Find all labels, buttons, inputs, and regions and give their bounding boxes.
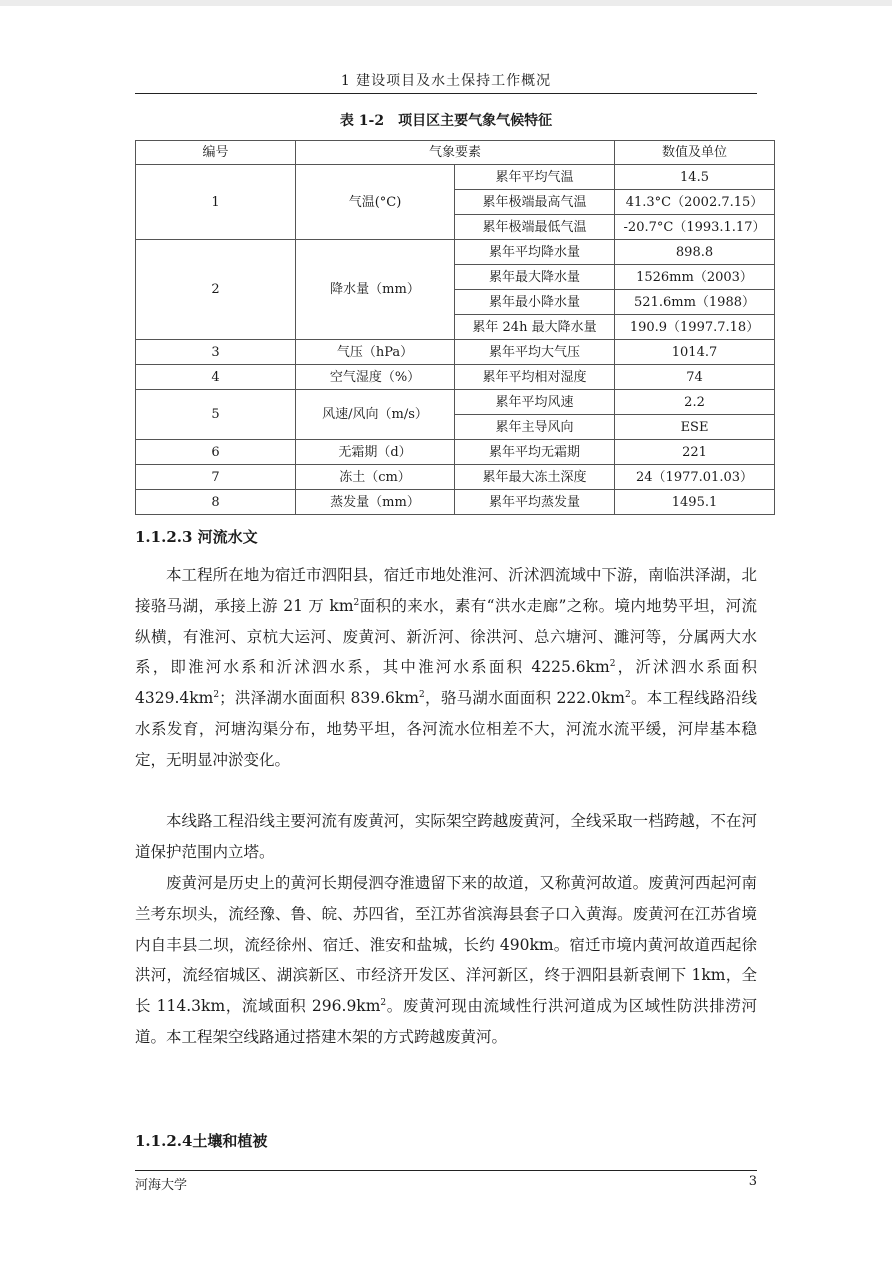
- page-number: 3: [748, 1174, 757, 1189]
- value-cell: 24（1977.01.03）: [615, 465, 775, 490]
- paragraph-old-yellow-river: [135, 868, 757, 1053]
- item-cell: 累年平均相对湿度: [455, 365, 615, 390]
- element-cell: 空气湿度（%）: [296, 365, 455, 390]
- row-number: 6: [136, 440, 296, 465]
- text-run: ；洪泽湖水面面积 839.6km: [219, 689, 420, 708]
- footer-institution: 河海大学: [135, 1178, 188, 1193]
- item-cell: 累年最大冻土深度: [455, 465, 615, 490]
- element-cell: 气压（hPa）: [296, 340, 455, 365]
- superscript: 2: [213, 690, 220, 701]
- item-cell: 累年最小降水量: [455, 290, 615, 315]
- text-run: ，骆马湖水面面积 222.0km: [424, 689, 625, 708]
- value-cell: ESE: [615, 415, 775, 440]
- table-row: [136, 165, 775, 190]
- value-cell: 1014.7: [615, 340, 775, 365]
- climate-table: [135, 140, 775, 515]
- paragraph-hydrology-overview: [135, 560, 757, 776]
- table-row: [136, 340, 775, 365]
- value-cell: 221: [615, 440, 775, 465]
- page-top-band: [0, 0, 892, 6]
- table-row: [136, 365, 775, 390]
- table-row: [136, 465, 775, 490]
- item-cell: 累年最大降水量: [455, 265, 615, 290]
- item-cell: 累年平均无霜期: [455, 440, 615, 465]
- column-header: 气象要素: [296, 141, 615, 165]
- item-cell: 累年极端最低气温: [455, 215, 615, 240]
- value-cell: 898.8: [615, 240, 775, 265]
- section-heading-hydrology: 1.1.2.3 河流水文: [135, 528, 258, 546]
- running-header: 1 建设项目及水土保持工作概况: [340, 73, 552, 89]
- column-header: 数值及单位: [615, 141, 775, 165]
- value-cell: 2.2: [615, 390, 775, 415]
- table-row: [136, 440, 775, 465]
- value-cell: 1526mm（2003）: [615, 265, 775, 290]
- row-number: 7: [136, 465, 296, 490]
- value-cell: 1495.1: [615, 490, 775, 515]
- header-rule: [135, 93, 757, 94]
- superscript: 2: [624, 690, 631, 701]
- table-row: [136, 490, 775, 515]
- text-run: ，沂沭泗水系面积 4329.4km: [135, 658, 757, 708]
- row-number: 3: [136, 340, 296, 365]
- item-cell: 累年平均大气压: [455, 340, 615, 365]
- superscript: 2: [353, 597, 360, 608]
- value-cell: 190.9（1997.7.18）: [615, 315, 775, 340]
- item-cell: 累年平均蒸发量: [455, 490, 615, 515]
- item-cell: 累年平均降水量: [455, 240, 615, 265]
- row-number: 2: [136, 240, 296, 340]
- column-header: 编号: [136, 141, 296, 165]
- row-number: 5: [136, 390, 296, 440]
- table-caption: 表 1-2 项目区主要气象气候特征: [339, 113, 553, 129]
- row-number: 8: [136, 490, 296, 515]
- item-cell: 累年平均风速: [455, 390, 615, 415]
- text-run: 。本工程线路沿线水系发育，河塘沟渠分布，地势平坦，各河流水位相差不大，河流水流平缓，河岸基本稳定，无明显冲淤变化。: [135, 689, 757, 769]
- row-number: 1: [136, 165, 296, 240]
- element-cell: 无霜期（d）: [296, 440, 455, 465]
- table-header-row: [136, 141, 775, 165]
- text-run: 本工程所在地为宿迁市泗阳县，宿迁市地处淮河、沂沭泗流域中下游，南临洪泽湖，北接骆马湖，承接上游 21 万 km: [135, 566, 757, 615]
- paragraph-river-crossing: 本线路工程沿线主要河流有废黄河，实际架空跨越废黄河，全线采取一档跨越，不在河道保护范围内立塔。: [135, 812, 757, 861]
- footer-rule: [135, 1170, 757, 1171]
- superscript: 2: [609, 659, 616, 670]
- value-cell: 41.3°C（2002.7.15）: [615, 190, 775, 215]
- item-cell: 累年 24h 最大降水量: [455, 315, 615, 340]
- text-run: 面积的来水，素有“洪水走廊”之称。境内地势平坦，河流纵横，有淮河、京杭大运河、废黄河、新沂河、徐洪河、总六塘河、濉河等，分属两大水系，即淮河水系和沂沭泗水系，其中淮河水系面积 4225.6km: [135, 596, 757, 677]
- value-cell: 521.6mm（1988）: [615, 290, 775, 315]
- table-row: [136, 390, 775, 415]
- value-cell: 14.5: [615, 165, 775, 190]
- item-cell: 累年极端最高气温: [455, 190, 615, 215]
- element-cell: 蒸发量（mm）: [296, 490, 455, 515]
- value-cell: -20.7°C（1993.1.17）: [615, 215, 775, 240]
- section-heading-soil: 1.1.2.4土壤和植被: [135, 1132, 268, 1150]
- element-cell: 冻土（cm）: [296, 465, 455, 490]
- element-cell: 气温(°C): [296, 165, 455, 240]
- text-run: 。废黄河现由流域性行洪河道成为区域性防洪排涝河道。本工程架空线路通过搭建木架的方式跨越废黄河。: [135, 997, 757, 1046]
- table-row: [136, 240, 775, 265]
- element-cell: 降水量（mm）: [296, 240, 455, 340]
- superscript: 2: [419, 690, 425, 701]
- text-run: 废黄河是历史上的黄河长期侵泗夺淮遗留下来的故道，又称黄河故道。废黄河西起河南兰考东坝头，流经豫、鲁、皖、苏四省，至江苏省滨海县套子口入黄海。废黄河在江苏省境内自丰县二坝，流经徐州、宿迁、淮安和盐城，长约 490km。宿迁市境内黄河故道西起徐洪河，流经宿城区、湖滨新区、市经济开发区、洋河新区，终于泗阳县新袁闸下 1km，全长 114.3km，流域面积 296.9km: [135, 874, 757, 1016]
- row-number: 4: [136, 365, 296, 390]
- element-cell: 风速/风向（m/s）: [296, 390, 455, 440]
- value-cell: 74: [615, 365, 775, 390]
- item-cell: 累年主导风向: [455, 415, 615, 440]
- superscript: 2: [380, 998, 387, 1009]
- item-cell: 累年平均气温: [455, 165, 615, 190]
